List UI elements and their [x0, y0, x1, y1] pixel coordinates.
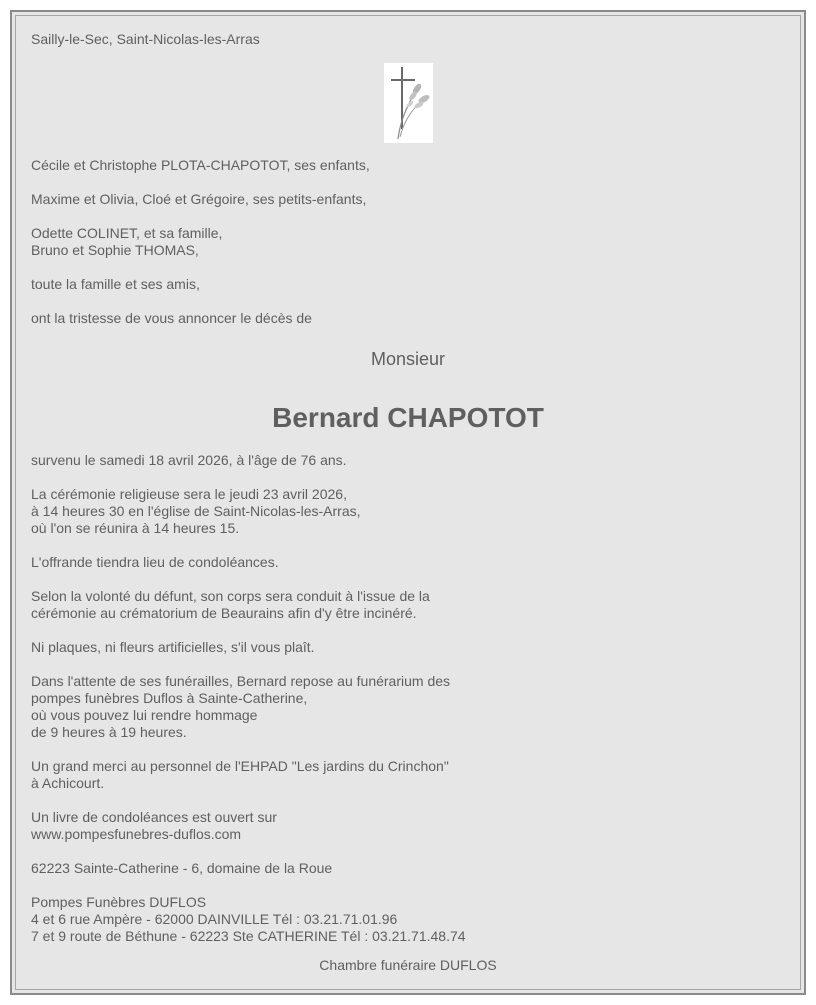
death-text: survenu le samedi 18 avril 2026, à l'âge de 76 ans.: [31, 452, 347, 468]
funerarium-address: 62223 Sainte-Catherine - 6, domaine de la Roue: [31, 860, 333, 876]
company-address-ste-catherine: 7 et 9 route de Béthune - 62223 Ste CATHERINE Tél : 03.21.71.48.74: [31, 928, 466, 944]
rest-line-1: Dans l'attente de ses funérailles, Bernard repose au funérarium des: [31, 673, 451, 689]
ceremony-line-3: où l'on se réunira à 14 heures 15.: [31, 520, 240, 536]
location-text: Sailly-le-Sec, Saint-Nicolas-les-Arras: [31, 31, 260, 47]
rest-line-4: de 9 heures à 19 heures.: [31, 724, 187, 740]
ceremony-line-2: à 14 heures 30 en l'église de Saint-Nicolas-les-Arras,: [31, 503, 361, 519]
condolence-website: www.pompesfunebres-duflos.com: [31, 826, 242, 842]
rest-line-2: pompes funèbres Duflos à Sainte-Catherine,: [31, 690, 308, 706]
thanks-line-2: à Achicourt.: [31, 775, 105, 791]
deceased-title: Monsieur: [370, 349, 446, 369]
notice-header: [31, 31, 781, 48]
condolence-book-line: Un livre de condoléances est ouvert sur: [31, 809, 277, 825]
company-address-dainville: 4 et 6 rue Ampère - 62000 DAINVILLE Tél : 03.21.71.01.96: [31, 911, 398, 927]
family-block: [31, 157, 781, 344]
offering-text: L'offrande tiendra lieu de condoléances.: [31, 554, 279, 570]
company-name: Pompes Funèbres DUFLOS: [31, 894, 207, 910]
thanks-line-1: Un grand merci au personnel de l'EHPAD "Les jardins du Crinchon": [31, 758, 449, 774]
family-children: Cécile et Christophe PLOTA-CHAPOTOT, ses enfants,: [31, 157, 370, 173]
family-others-line-2: Bruno et Sophie THOMAS,: [31, 242, 199, 258]
family-others-line-1: Odette COLINET, et sa famille,: [31, 225, 223, 241]
family-all: toute la famille et ses amis,: [31, 276, 200, 292]
rest-line-3: où vous pouvez lui rendre hommage: [31, 707, 258, 723]
announce-text: ont la tristesse de vous annoncer le décès de: [31, 310, 312, 326]
footer-label: Chambre funéraire DUFLOS: [319, 957, 497, 973]
cross-icon-graphic: [384, 63, 433, 143]
family-grandchildren: Maxime et Olivia, Cloé et Grégoire, ses petits-enfants,: [31, 191, 367, 207]
cremation-line-2: cérémonie au crématorium de Beaurains afin d'y être incinéré.: [31, 605, 417, 621]
deceased-name: Bernard CHAPOTOT: [272, 402, 544, 433]
cross-with-wheat-icon: [384, 63, 433, 143]
no-flowers-text: Ni plaques, ni fleurs artificielles, s'il vous plaît.: [31, 639, 315, 655]
ceremony-line-1: La cérémonie religieuse sera le jeudi 23 avril 2026,: [31, 486, 347, 502]
details-block: [31, 452, 781, 962]
cremation-line-1: Selon la volonté du défunt, son corps sera conduit à l'issue de la: [31, 588, 430, 604]
